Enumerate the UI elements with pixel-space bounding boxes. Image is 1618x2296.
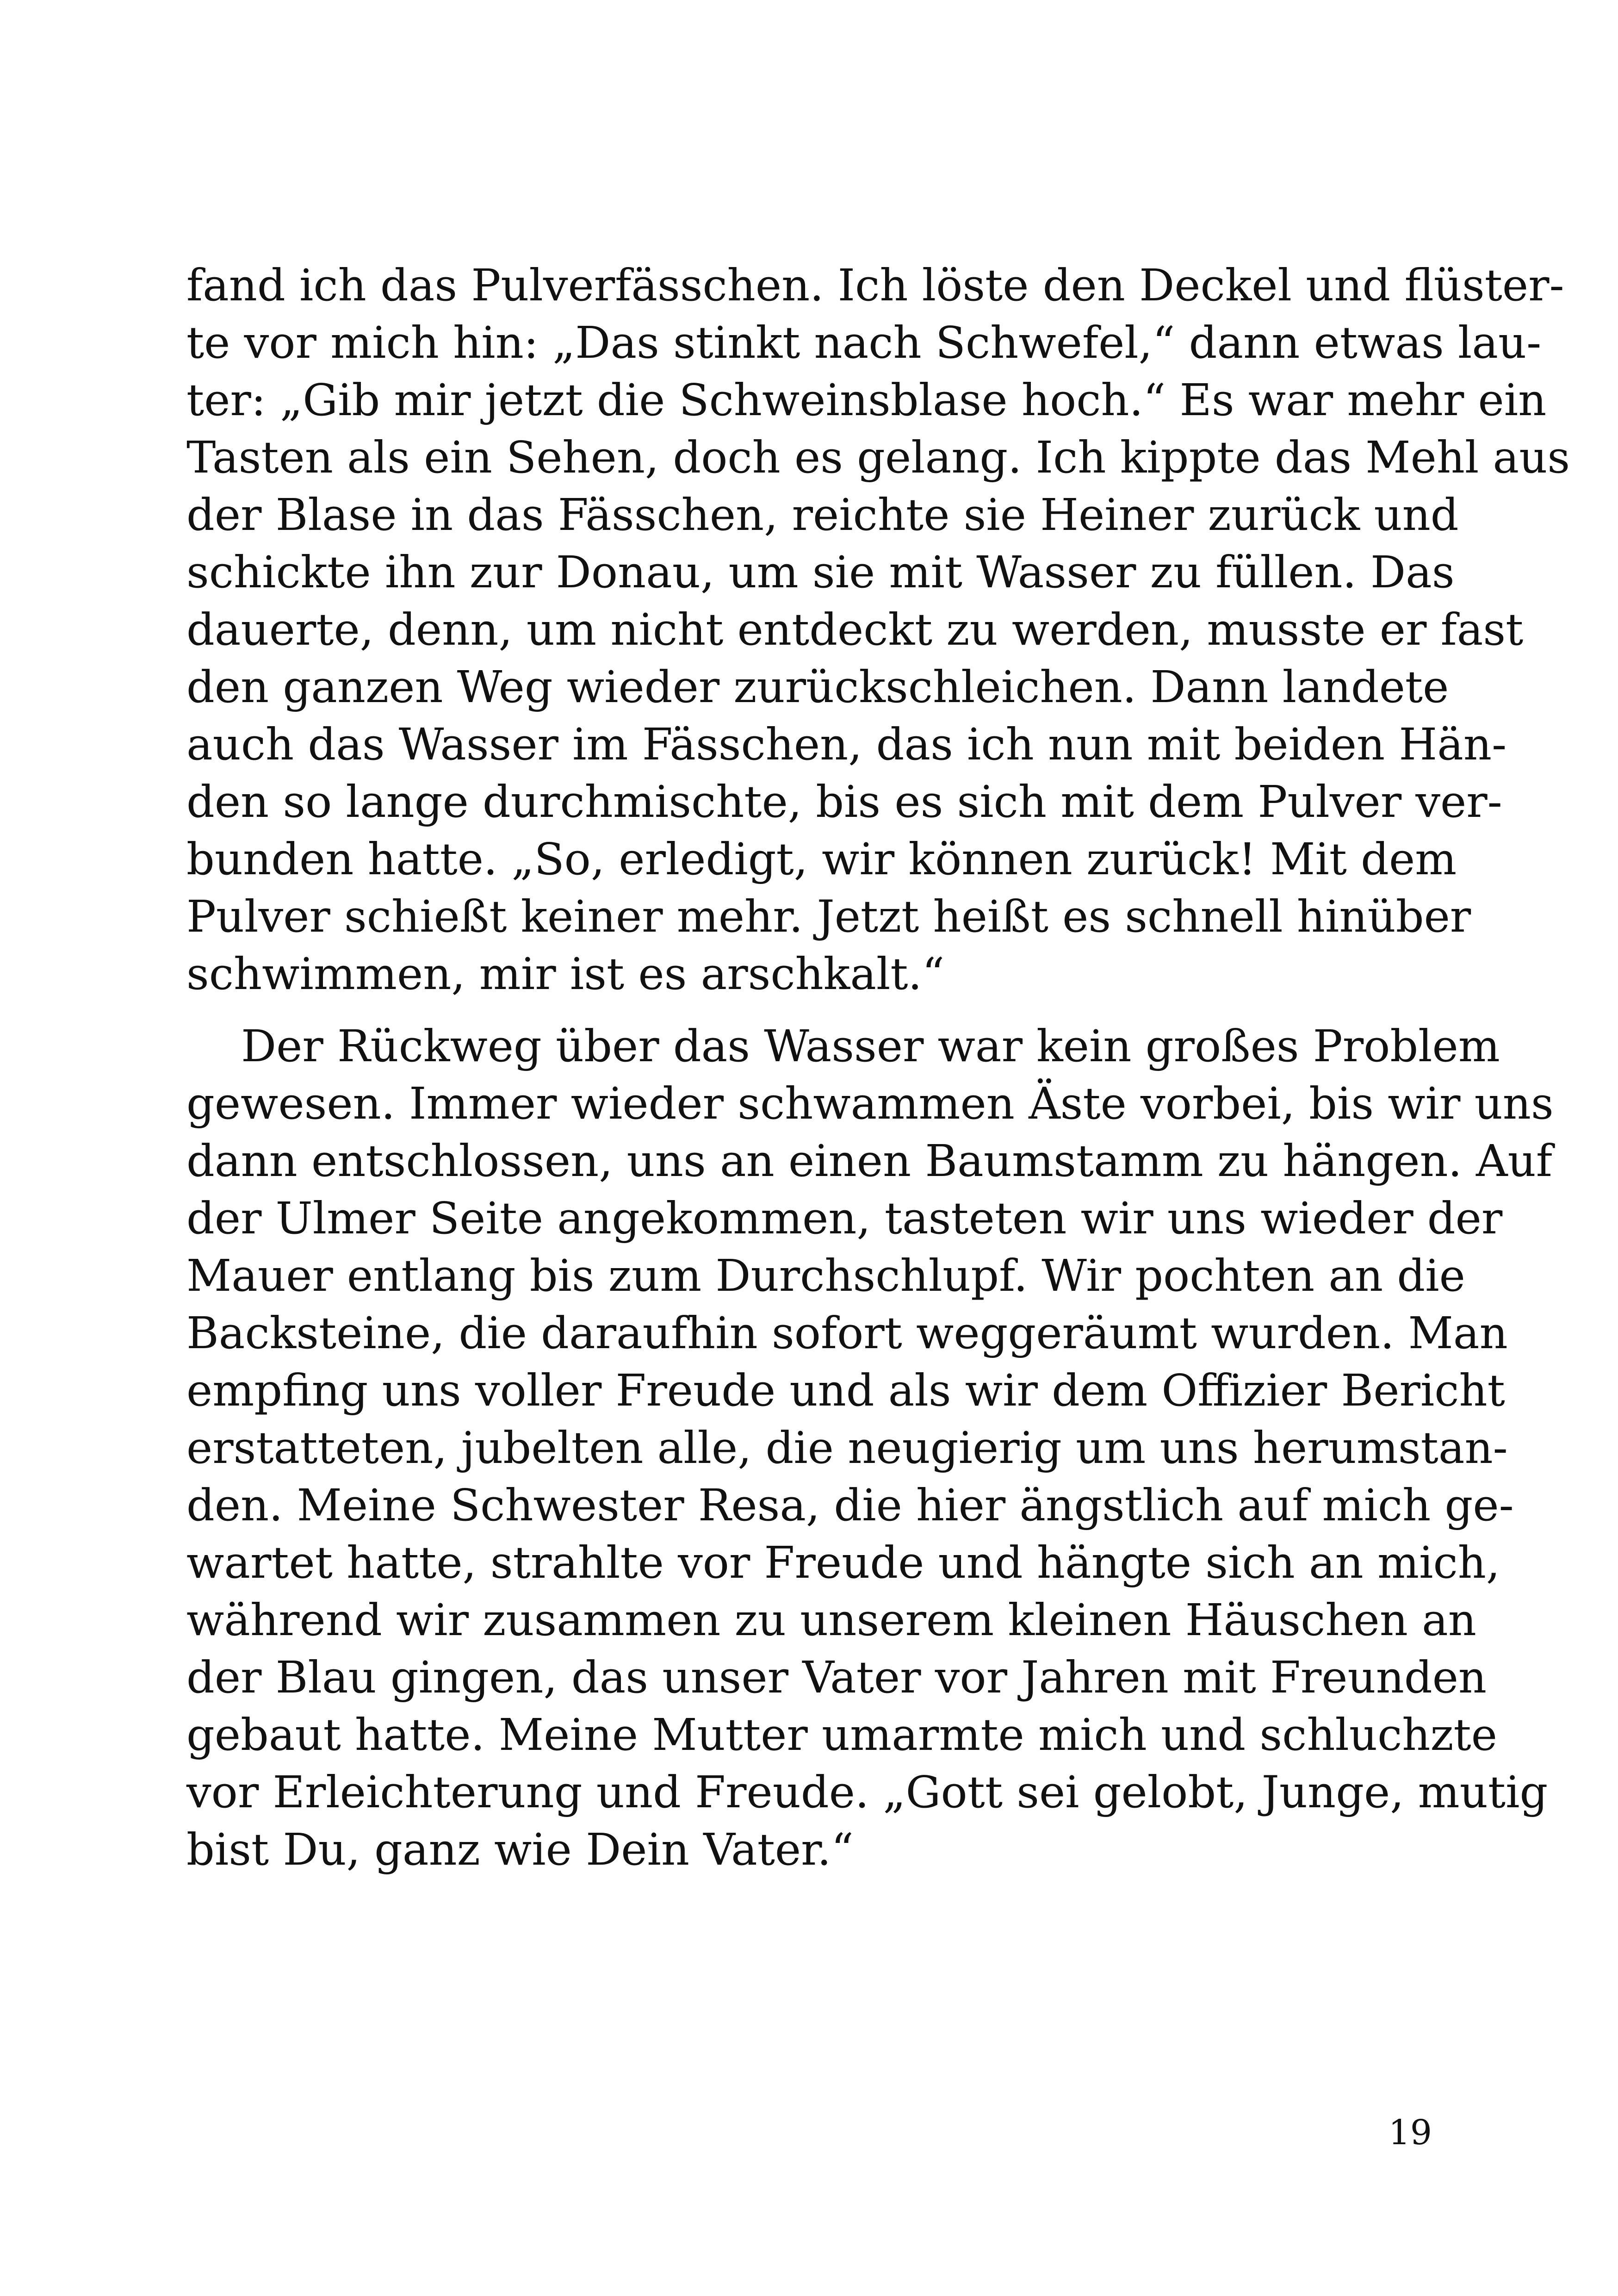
text-line: schickte ihn zur Donau, um sie mit Wasser zu füllen. Das (186, 547, 1455, 598)
text-line: bunden hatte. „So, erledigt, wir können zurück! Mit dem (186, 834, 1457, 885)
text-line: erstatteten, jubelten alle, die neugierig um uns herumstan- (186, 1423, 1508, 1474)
text-line: te vor mich hin: „Das stinkt nach Schwefel,“ dann etwas lau- (186, 317, 1542, 368)
text-line: dauerte, denn, um nicht entdeckt zu werden, musste er fast (186, 604, 1524, 655)
text-line: den so lange durchmischte, bis es sich mit dem Pulver ver- (186, 777, 1502, 828)
text-line: gewesen. Immer wieder schwammen Äste vorbei, bis wir uns (186, 1078, 1554, 1129)
text-line: der Blau gingen, das unser Vater vor Jahren mit Freunden (186, 1652, 1487, 1703)
paragraph-2 (186, 1018, 1554, 1879)
text-line: fand ich das Pulverfässchen. Ich löste den Deckel und flüster- (186, 260, 1564, 311)
text-line: den ganzen Weg wieder zurückschleichen. Dann landete (186, 662, 1449, 713)
text-line: Pulver schießt keiner mehr. Jetzt heißt es schnell hinüber (186, 891, 1471, 942)
text-line: vor Erleichterung und Freude. „Gott sei gelobt, Junge, mutig (186, 1767, 1548, 1818)
text-line: wartet hatte, strahlte vor Freude und hängte sich an mich, (186, 1537, 1500, 1588)
text-line: Tasten als ein Sehen, doch es gelang. Ich kippte das Mehl aus (186, 432, 1570, 483)
text-line: während wir zusammen zu unserem kleinen Häuschen an (186, 1595, 1476, 1646)
text-line: der Blase in das Fässchen, reichte sie Heiner zurück und (186, 490, 1459, 541)
text-line: der Ulmer Seite angekommen, tasteten wir uns wieder der (186, 1193, 1503, 1244)
text-line: Der Rückweg über das Wasser war kein großes Problem (241, 1021, 1500, 1072)
text-line: gebaut hatte. Meine Mutter umarmte mich und schluchzte (186, 1710, 1497, 1761)
text-line: auch das Wasser im Fässchen, das ich nun mit beiden Hän- (186, 719, 1507, 770)
text-line: empfing uns voller Freude und als wir dem Offizier Bericht (186, 1365, 1505, 1416)
text-line: Backsteine, die daraufhin sofort weggeräumt wurden. Man (186, 1308, 1508, 1359)
text-line: dann entschlossen, uns an einen Baumstamm zu hängen. Auf (186, 1136, 1553, 1187)
body-text (186, 257, 1570, 1879)
page-number: 19 (1388, 2113, 1432, 2153)
text-line: Mauer entlang bis zum Durchschlupf. Wir pochten an die (186, 1251, 1465, 1301)
text-line: den. Meine Schwester Resa, die hier ängstlich auf mich ge- (186, 1480, 1514, 1531)
text-line: schwimmen, mir ist es arschkalt.“ (186, 949, 945, 1000)
paragraph-1 (186, 257, 1570, 1003)
text-line: ter: „Gib mir jetzt die Schweinsblase hoch.“ Es war mehr ein (186, 375, 1547, 426)
text-line: bist Du, ganz wie Dein Vater.“ (186, 1824, 854, 1875)
